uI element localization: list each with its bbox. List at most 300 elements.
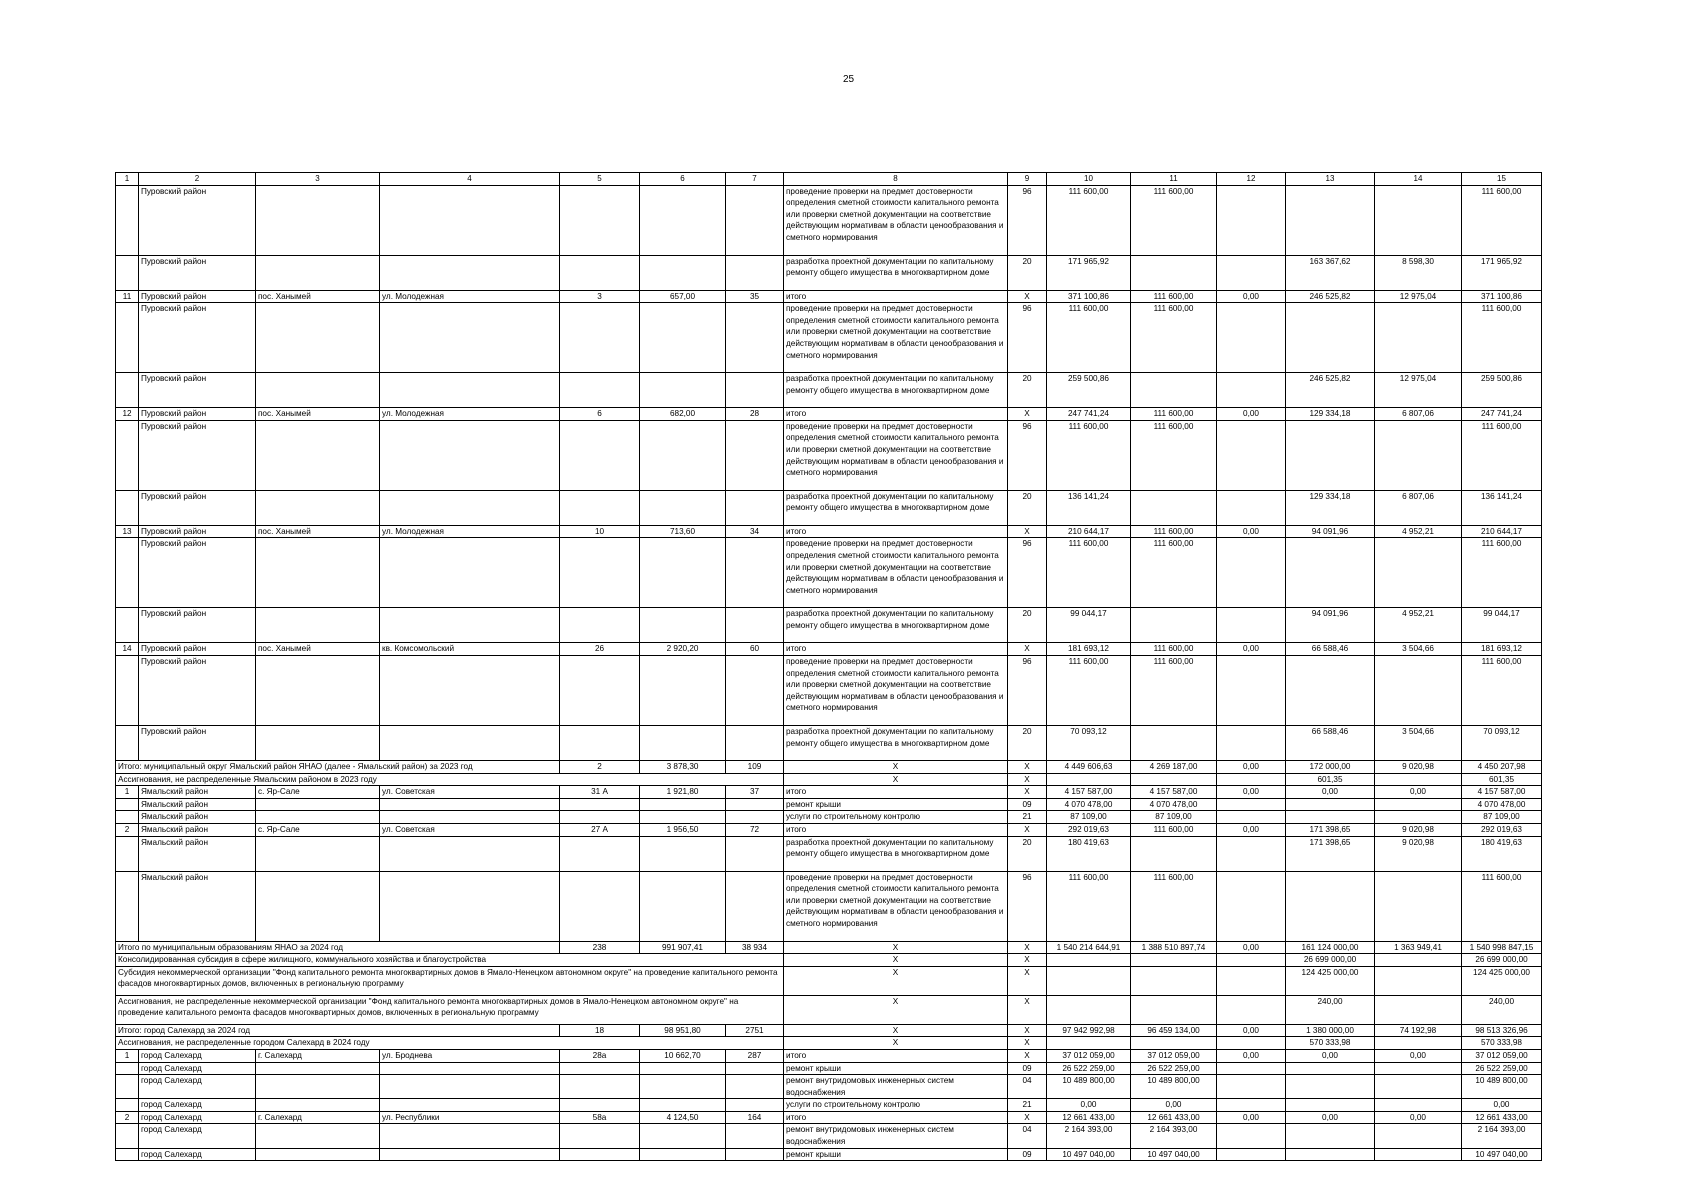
cell-col-2: город Салехард [139, 1099, 256, 1112]
cell-col-5: 28а [560, 1049, 640, 1062]
cell-col-11: 2 164 393,00 [1131, 1124, 1217, 1148]
cell-col-5 [560, 1148, 640, 1161]
cell-col-12: 0,00 [1217, 408, 1286, 421]
cell-col-10: 10 497 040,00 [1047, 1148, 1131, 1161]
cell-col-5 [560, 811, 640, 824]
cell-col-4: ул. Республики [380, 1111, 560, 1124]
cell-col-5: 58а [560, 1111, 640, 1124]
cell-col-4 [380, 725, 560, 760]
cell-col-15: 111 600,00 [1462, 538, 1542, 608]
cell-col-13 [1286, 1075, 1375, 1099]
cell-col-14 [1375, 811, 1462, 824]
cell-col-10: 210 644,17 [1047, 525, 1131, 538]
work-item-row [116, 1124, 1542, 1148]
cell-col-8: X [784, 760, 1008, 773]
column-header: 14 [1375, 173, 1462, 186]
cell-col-13: 1 380 000,00 [1286, 1024, 1375, 1037]
cell-col-13 [1286, 420, 1375, 490]
cell-col-5: 10 [560, 525, 640, 538]
cell-col-11: 0,00 [1131, 1099, 1217, 1112]
cell-col-9: X [1008, 823, 1047, 836]
cell-col-2: Пуровский район [139, 490, 256, 525]
cell-col-4 [380, 1124, 560, 1148]
cell-col-4 [380, 811, 560, 824]
cell-col-13 [1286, 303, 1375, 373]
summary-row [116, 995, 1542, 1024]
cell-col-11 [1131, 373, 1217, 408]
cell-col-14: 6 807,06 [1375, 408, 1462, 421]
cell-col-3 [256, 1148, 380, 1161]
cell-col-3 [256, 303, 380, 373]
cell-col-8: ремонт крыши [784, 1062, 1008, 1075]
cell-col-4 [380, 1075, 560, 1099]
cell-col-2: Пуровский район [139, 290, 256, 303]
cell-col-13: 161 124 000,00 [1286, 941, 1375, 954]
summary-label: Ассигнования, не распределенные городом Салехард в 2024 году [116, 1037, 784, 1050]
column-header: 7 [726, 173, 784, 186]
cell-col-5: 3 [560, 290, 640, 303]
cell-col-11: 1 388 510 897,74 [1131, 941, 1217, 954]
cell-col-9: X [1008, 773, 1047, 786]
cell-col-12 [1217, 1075, 1286, 1099]
cell-col-15: 247 741,24 [1462, 408, 1542, 421]
cell-col-9: 04 [1008, 1075, 1047, 1099]
cell-col-1 [116, 608, 139, 643]
cell-col-6 [640, 538, 726, 608]
cell-col-7 [726, 185, 784, 255]
cell-col-15: 0,00 [1462, 1099, 1542, 1112]
cell-col-1 [116, 655, 139, 725]
cell-col-1: 14 [116, 643, 139, 656]
cell-col-13: 171 398,65 [1286, 823, 1375, 836]
cell-col-3 [256, 420, 380, 490]
cell-col-1 [116, 1099, 139, 1112]
cell-col-8: X [784, 954, 1008, 967]
summary-label: Итого: город Салехард за 2024 год [116, 1024, 560, 1037]
cell-col-8: итого [784, 1049, 1008, 1062]
cell-col-9: 96 [1008, 185, 1047, 255]
cell-col-11: 37 012 059,00 [1131, 1049, 1217, 1062]
cell-col-7: 28 [726, 408, 784, 421]
cell-col-4 [380, 1148, 560, 1161]
cell-col-6 [640, 725, 726, 760]
cell-col-11 [1131, 1037, 1217, 1050]
cell-col-6 [640, 255, 726, 290]
cell-col-12 [1217, 373, 1286, 408]
cell-col-15: 240,00 [1462, 995, 1542, 1024]
cell-col-9: 20 [1008, 608, 1047, 643]
cell-col-13: 0,00 [1286, 786, 1375, 799]
cell-col-2: Ямальский район [139, 836, 256, 871]
cell-col-8: X [784, 773, 1008, 786]
cell-col-11: 96 459 134,00 [1131, 1024, 1217, 1037]
cell-col-3: с. Яр-Сале [256, 823, 380, 836]
cell-col-11: 4 157 587,00 [1131, 786, 1217, 799]
cell-col-12 [1217, 871, 1286, 941]
column-header: 13 [1286, 173, 1375, 186]
cell-col-11: 111 600,00 [1131, 303, 1217, 373]
cell-col-14: 0,00 [1375, 1049, 1462, 1062]
work-item-row [116, 185, 1542, 255]
cell-col-9: X [1008, 760, 1047, 773]
cell-col-12 [1217, 966, 1286, 995]
cell-col-10: 111 600,00 [1047, 538, 1131, 608]
column-header: 11 [1131, 173, 1217, 186]
cell-col-2: Ямальский район [139, 823, 256, 836]
column-header: 4 [380, 173, 560, 186]
cell-col-10: 371 100,86 [1047, 290, 1131, 303]
cell-col-14 [1375, 185, 1462, 255]
cell-col-10: 99 044,17 [1047, 608, 1131, 643]
cell-col-11: 111 600,00 [1131, 538, 1217, 608]
cell-col-14: 0,00 [1375, 786, 1462, 799]
cell-col-14 [1375, 995, 1462, 1024]
cell-col-7: 35 [726, 290, 784, 303]
cell-col-10: 37 012 059,00 [1047, 1049, 1131, 1062]
cell-col-10: 4 070 478,00 [1047, 798, 1131, 811]
object-row [116, 786, 1542, 799]
cell-col-12 [1217, 255, 1286, 290]
object-row [116, 408, 1542, 421]
cell-col-1 [116, 420, 139, 490]
work-item-row [116, 538, 1542, 608]
cell-col-9: 20 [1008, 725, 1047, 760]
cell-col-10: 4 157 587,00 [1047, 786, 1131, 799]
cell-col-9: X [1008, 525, 1047, 538]
cell-col-12: 0,00 [1217, 1111, 1286, 1124]
cell-col-6: 3 878,30 [640, 760, 726, 773]
cell-col-11: 10 497 040,00 [1131, 1148, 1217, 1161]
cell-col-14: 9 020,98 [1375, 823, 1462, 836]
cell-col-8: итого [784, 290, 1008, 303]
cell-col-10: 136 141,24 [1047, 490, 1131, 525]
cell-col-6: 713,60 [640, 525, 726, 538]
cell-col-1 [116, 811, 139, 824]
cell-col-14 [1375, 538, 1462, 608]
column-header: 3 [256, 173, 380, 186]
cell-col-7: 2751 [726, 1024, 784, 1037]
cell-col-11 [1131, 966, 1217, 995]
cell-col-13: 0,00 [1286, 1049, 1375, 1062]
cell-col-1 [116, 255, 139, 290]
cell-col-7 [726, 811, 784, 824]
work-item-row [116, 420, 1542, 490]
cell-col-15: 37 012 059,00 [1462, 1049, 1542, 1062]
cell-col-13: 66 588,46 [1286, 643, 1375, 656]
column-header: 2 [139, 173, 256, 186]
cell-col-5 [560, 1062, 640, 1075]
cell-col-15: 292 019,63 [1462, 823, 1542, 836]
cell-col-1 [116, 798, 139, 811]
cell-col-9: X [1008, 290, 1047, 303]
work-item-row [116, 608, 1542, 643]
cell-col-2: Ямальский район [139, 786, 256, 799]
cell-col-4 [380, 608, 560, 643]
cell-col-3 [256, 608, 380, 643]
cell-col-10: 171 965,92 [1047, 255, 1131, 290]
work-item-row [116, 811, 1542, 824]
cell-col-7: 72 [726, 823, 784, 836]
column-header: 10 [1047, 173, 1131, 186]
cell-col-4 [380, 185, 560, 255]
work-item-row [116, 373, 1542, 408]
cell-col-13 [1286, 655, 1375, 725]
cell-col-4 [380, 1099, 560, 1112]
cell-col-5 [560, 1124, 640, 1148]
cell-col-5 [560, 798, 640, 811]
cell-col-10: 4 449 606,63 [1047, 760, 1131, 773]
cell-col-12: 0,00 [1217, 1049, 1286, 1062]
cell-col-2: Ямальский район [139, 798, 256, 811]
cell-col-14: 9 020,98 [1375, 760, 1462, 773]
cell-col-11: 111 600,00 [1131, 420, 1217, 490]
cell-col-13 [1286, 1148, 1375, 1161]
cell-col-13: 240,00 [1286, 995, 1375, 1024]
cell-col-6 [640, 811, 726, 824]
cell-col-4 [380, 655, 560, 725]
cell-col-3 [256, 836, 380, 871]
cell-col-11: 4 269 187,00 [1131, 760, 1217, 773]
cell-col-7 [726, 798, 784, 811]
cell-col-9: 20 [1008, 490, 1047, 525]
cell-col-9: X [1008, 1037, 1047, 1050]
cell-col-12 [1217, 185, 1286, 255]
cell-col-13 [1286, 538, 1375, 608]
cell-col-7 [726, 1124, 784, 1148]
cell-col-8: итого [784, 786, 1008, 799]
cell-col-7 [726, 1062, 784, 1075]
capital-repair-table [115, 172, 1542, 1161]
cell-col-13 [1286, 798, 1375, 811]
cell-col-7 [726, 1148, 784, 1161]
cell-col-15: 10 497 040,00 [1462, 1148, 1542, 1161]
cell-col-9: 09 [1008, 798, 1047, 811]
cell-col-3 [256, 490, 380, 525]
cell-col-6 [640, 1124, 726, 1148]
cell-col-6: 1 921,80 [640, 786, 726, 799]
table-body [116, 173, 1542, 1161]
cell-col-11: 111 600,00 [1131, 871, 1217, 941]
cell-col-9: X [1008, 966, 1047, 995]
cell-col-3 [256, 871, 380, 941]
cell-col-13 [1286, 1062, 1375, 1075]
cell-col-12 [1217, 954, 1286, 967]
cell-col-12 [1217, 303, 1286, 373]
cell-col-4: ул. Броднева [380, 1049, 560, 1062]
cell-col-12: 0,00 [1217, 1024, 1286, 1037]
cell-col-11: 111 600,00 [1131, 185, 1217, 255]
object-row [116, 1111, 1542, 1124]
cell-col-2: город Салехард [139, 1075, 256, 1099]
cell-col-8: итого [784, 408, 1008, 421]
cell-col-8: разработка проектной документации по капитальному ремонту общего имущества в многоквартирном доме [784, 836, 1008, 871]
cell-col-15: 111 600,00 [1462, 420, 1542, 490]
cell-col-2: город Салехард [139, 1049, 256, 1062]
cell-col-11 [1131, 773, 1217, 786]
cell-col-3: пос. Ханымей [256, 408, 380, 421]
cell-col-8: ремонт внутридомовых инженерных систем водоснабжения [784, 1124, 1008, 1148]
cell-col-10: 259 500,86 [1047, 373, 1131, 408]
cell-col-3: пос. Ханымей [256, 525, 380, 538]
cell-col-12 [1217, 608, 1286, 643]
cell-col-10: 2 164 393,00 [1047, 1124, 1131, 1148]
cell-col-4 [380, 1062, 560, 1075]
cell-col-12 [1217, 655, 1286, 725]
cell-col-14: 9 020,98 [1375, 836, 1462, 871]
cell-col-11: 26 522 259,00 [1131, 1062, 1217, 1075]
cell-col-8: проведение проверки на предмет достоверности определения сметной стоимости капитального ремонта или проверки сметной документации на соответствие действующим нормативам в области ценообразования и сметного нормирования [784, 420, 1008, 490]
cell-col-9: 20 [1008, 373, 1047, 408]
cell-col-14: 74 192,98 [1375, 1024, 1462, 1037]
cell-col-9: X [1008, 995, 1047, 1024]
cell-col-3 [256, 1124, 380, 1148]
cell-col-6: 98 951,80 [640, 1024, 726, 1037]
summary-row [116, 1037, 1542, 1050]
cell-col-6 [640, 1148, 726, 1161]
cell-col-13: 570 333,98 [1286, 1037, 1375, 1050]
cell-col-5 [560, 185, 640, 255]
cell-col-15: 601,35 [1462, 773, 1542, 786]
cell-col-3 [256, 1075, 380, 1099]
cell-col-12 [1217, 538, 1286, 608]
cell-col-14 [1375, 966, 1462, 995]
cell-col-8: ремонт крыши [784, 1148, 1008, 1161]
cell-col-14: 0,00 [1375, 1111, 1462, 1124]
work-item-row [116, 725, 1542, 760]
cell-col-8: X [784, 941, 1008, 954]
column-header: 6 [640, 173, 726, 186]
cell-col-13: 246 525,82 [1286, 290, 1375, 303]
cell-col-1: 1 [116, 1049, 139, 1062]
cell-col-4 [380, 490, 560, 525]
cell-col-12: 0,00 [1217, 525, 1286, 538]
cell-col-11: 111 600,00 [1131, 823, 1217, 836]
cell-col-4 [380, 538, 560, 608]
summary-label: Консолидированная субсидия в сфере жилищного, коммунального хозяйства и благоустройства [116, 954, 784, 967]
cell-col-8: разработка проектной документации по капитальному ремонту общего имущества в многоквартирном доме [784, 255, 1008, 290]
cell-col-14 [1375, 303, 1462, 373]
page-number: 25 [842, 74, 855, 85]
cell-col-10 [1047, 995, 1131, 1024]
cell-col-1 [116, 725, 139, 760]
cell-col-7: 38 934 [726, 941, 784, 954]
cell-col-2: Пуровский район [139, 725, 256, 760]
cell-col-7 [726, 836, 784, 871]
cell-col-4: ул. Советская [380, 823, 560, 836]
cell-col-5 [560, 538, 640, 608]
cell-col-1 [116, 1062, 139, 1075]
cell-col-14 [1375, 420, 1462, 490]
cell-col-14 [1375, 655, 1462, 725]
cell-col-11: 87 109,00 [1131, 811, 1217, 824]
cell-col-3 [256, 798, 380, 811]
cell-col-1 [116, 538, 139, 608]
cell-col-7 [726, 255, 784, 290]
cell-col-2: Пуровский район [139, 420, 256, 490]
cell-col-15: 26 522 259,00 [1462, 1062, 1542, 1075]
cell-col-5: 238 [560, 941, 640, 954]
cell-col-3 [256, 1062, 380, 1075]
cell-col-9: X [1008, 643, 1047, 656]
cell-col-9: 09 [1008, 1148, 1047, 1161]
cell-col-7: 60 [726, 643, 784, 656]
cell-col-10: 181 693,12 [1047, 643, 1131, 656]
cell-col-11 [1131, 725, 1217, 760]
cell-col-14: 1 363 949,41 [1375, 941, 1462, 954]
cell-col-12 [1217, 725, 1286, 760]
summary-row [116, 1024, 1542, 1037]
cell-col-2: Пуровский район [139, 525, 256, 538]
cell-col-12 [1217, 1062, 1286, 1075]
cell-col-5: 6 [560, 408, 640, 421]
work-item-row [116, 1062, 1542, 1075]
cell-col-14 [1375, 1124, 1462, 1148]
cell-col-2: Пуровский район [139, 185, 256, 255]
cell-col-14 [1375, 954, 1462, 967]
cell-col-13 [1286, 811, 1375, 824]
cell-col-10: 247 741,24 [1047, 408, 1131, 421]
cell-col-7 [726, 373, 784, 408]
cell-col-6 [640, 1075, 726, 1099]
cell-col-15: 111 600,00 [1462, 185, 1542, 255]
cell-col-8: разработка проектной документации по капитальному ремонту общего имущества в многоквартирном доме [784, 490, 1008, 525]
cell-col-2: Ямальский район [139, 811, 256, 824]
column-number-row [116, 173, 1542, 186]
cell-col-7: 34 [726, 525, 784, 538]
cell-col-9: X [1008, 1024, 1047, 1037]
summary-row [116, 954, 1542, 967]
cell-col-13: 171 398,65 [1286, 836, 1375, 871]
cell-col-8: итого [784, 643, 1008, 656]
cell-col-6 [640, 798, 726, 811]
cell-col-9: 20 [1008, 255, 1047, 290]
cell-col-11 [1131, 255, 1217, 290]
cell-col-14 [1375, 798, 1462, 811]
object-row [116, 525, 1542, 538]
object-row [116, 643, 1542, 656]
cell-col-3 [256, 655, 380, 725]
cell-col-6: 10 662,70 [640, 1049, 726, 1062]
cell-col-10 [1047, 1037, 1131, 1050]
cell-col-2: Ямальский район [139, 871, 256, 941]
object-row [116, 1049, 1542, 1062]
cell-col-14: 4 952,21 [1375, 525, 1462, 538]
cell-col-10: 111 600,00 [1047, 655, 1131, 725]
cell-col-3: г. Салехард [256, 1111, 380, 1124]
cell-col-6 [640, 836, 726, 871]
cell-col-11: 10 489 800,00 [1131, 1075, 1217, 1099]
summary-row [116, 760, 1542, 773]
cell-col-4: кв. Комсомольский [380, 643, 560, 656]
cell-col-10: 292 019,63 [1047, 823, 1131, 836]
cell-col-15: 111 600,00 [1462, 871, 1542, 941]
cell-col-7 [726, 303, 784, 373]
work-item-row [116, 871, 1542, 941]
cell-col-10: 97 942 992,98 [1047, 1024, 1131, 1037]
cell-col-1: 13 [116, 525, 139, 538]
cell-col-12 [1217, 490, 1286, 525]
cell-col-12 [1217, 798, 1286, 811]
cell-col-7 [726, 538, 784, 608]
cell-col-6 [640, 1062, 726, 1075]
cell-col-2: город Салехард [139, 1062, 256, 1075]
cell-col-10: 111 600,00 [1047, 303, 1131, 373]
work-item-row [116, 1148, 1542, 1161]
cell-col-15: 136 141,24 [1462, 490, 1542, 525]
cell-col-13 [1286, 185, 1375, 255]
cell-col-12: 0,00 [1217, 786, 1286, 799]
cell-col-8: разработка проектной документации по капитальному ремонту общего имущества в многоквартирном доме [784, 725, 1008, 760]
